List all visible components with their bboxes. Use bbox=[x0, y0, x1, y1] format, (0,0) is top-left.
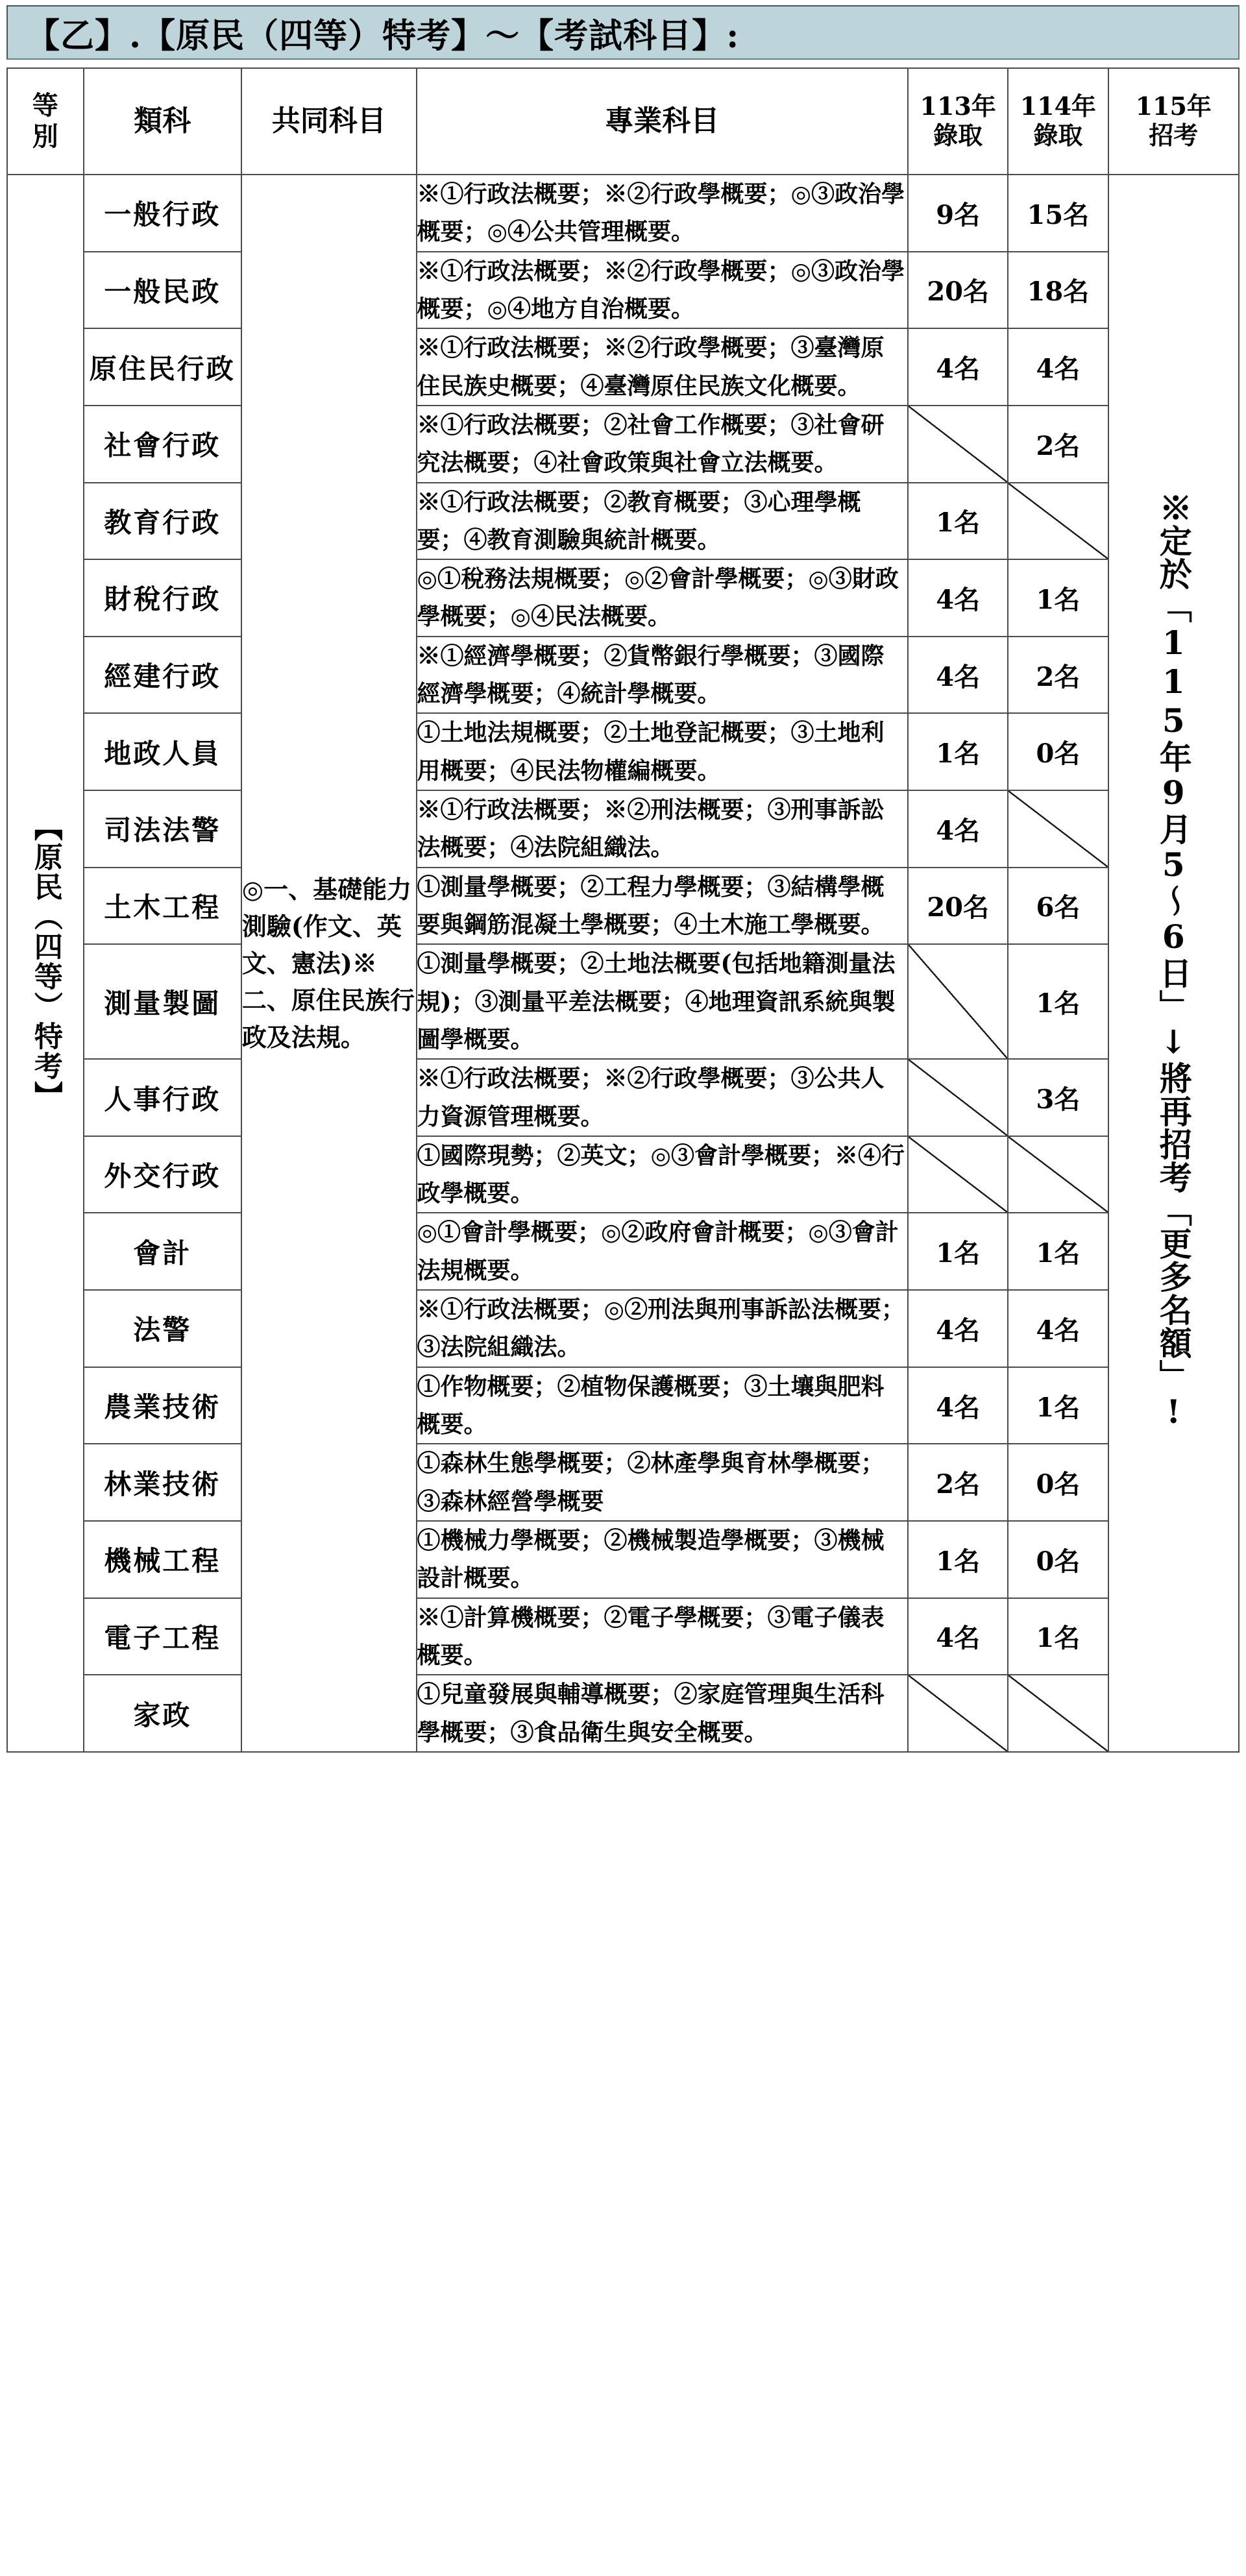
level-label-cell bbox=[7, 175, 84, 1752]
category-cell: 地政人員 bbox=[84, 713, 241, 790]
y114-quota-cell: 1名 bbox=[1008, 1367, 1108, 1444]
column-header-y115-line2: 招考 bbox=[1149, 121, 1199, 150]
professional-subjects-cell: ①測量學概要；②工程力學概要；③結構學概要與鋼筋混凝土學概要；④土木施工學概要。 bbox=[417, 868, 909, 945]
table-row bbox=[7, 1675, 1239, 1752]
y114-quota-cell: 3名 bbox=[1008, 1059, 1108, 1136]
common-subjects-cell: ◎一、基礎能力測驗(作文、英文、憲法)※二、原住民族行政及法規。 bbox=[241, 175, 417, 1752]
y113-quota-cell: 20名 bbox=[908, 252, 1008, 329]
table-row bbox=[7, 406, 1239, 483]
category-cell: 機械工程 bbox=[84, 1521, 241, 1598]
column-header-y113 bbox=[908, 68, 1008, 175]
table-row bbox=[7, 1290, 1239, 1367]
category-cell: 林業技術 bbox=[84, 1444, 241, 1521]
category-cell: 家政 bbox=[84, 1675, 241, 1752]
professional-subjects-cell: ①測量學概要；②土地法概要(包括地籍測量法規)；③測量平差法概要；④地理資訊系統與製圖學概要。 bbox=[417, 944, 909, 1059]
column-header-y114-line1: 114年 bbox=[1020, 91, 1097, 121]
table-row bbox=[7, 868, 1239, 945]
column-header-y113-line2: 錄取 bbox=[933, 121, 983, 150]
table-row bbox=[7, 483, 1239, 560]
y113-quota-cell: 1名 bbox=[908, 1521, 1008, 1598]
y114-quota-cell: 2名 bbox=[1008, 637, 1108, 714]
category-cell: 一般民政 bbox=[84, 252, 241, 329]
table-row bbox=[7, 1444, 1239, 1521]
professional-subjects-cell: ①土地法規概要；②土地登記概要；③土地利用概要；④民法物權編概要。 bbox=[417, 713, 909, 790]
professional-subjects-cell: ※①行政法概要；◎②刑法與刑事訴訟法概要；③法院組織法。 bbox=[417, 1290, 909, 1367]
y114-quota-cell: 18名 bbox=[1008, 252, 1108, 329]
y114-quota-cell bbox=[1008, 790, 1108, 868]
y113-quota-cell bbox=[908, 1059, 1008, 1136]
professional-subjects-cell: ※①行政法概要；※②行政學概要；③公共人力資源管理概要。 bbox=[417, 1059, 909, 1136]
professional-subjects-cell: ①作物概要；②植物保護概要；③土壤與肥料概要。 bbox=[417, 1367, 909, 1444]
professional-subjects-cell: ※①行政法概要；②教育概要；③心理學概要；④教育測驗與統計概要。 bbox=[417, 483, 909, 560]
table-row bbox=[7, 637, 1239, 714]
page-root bbox=[0, 5, 1246, 2576]
column-header-common-subjects: 共同科目 bbox=[241, 68, 417, 175]
y114-quota-cell: 1名 bbox=[1008, 944, 1108, 1059]
professional-subjects-cell: ※①計算機概要；②電子學概要；③電子儀表概要。 bbox=[417, 1598, 909, 1675]
column-header-y115 bbox=[1108, 68, 1240, 175]
y113-quota-cell: 4名 bbox=[908, 637, 1008, 714]
category-cell: 經建行政 bbox=[84, 637, 241, 714]
y113-quota-cell: 4名 bbox=[908, 1367, 1008, 1444]
category-cell: 教育行政 bbox=[84, 483, 241, 560]
y114-quota-cell: 15名 bbox=[1008, 175, 1108, 252]
category-cell: 農業技術 bbox=[84, 1367, 241, 1444]
y114-quota-cell bbox=[1008, 483, 1108, 560]
y114-quota-cell bbox=[1008, 1675, 1108, 1752]
category-cell: 會計 bbox=[84, 1213, 241, 1290]
y113-quota-cell: 4名 bbox=[908, 328, 1008, 406]
y113-quota-cell bbox=[908, 944, 1008, 1059]
professional-subjects-cell: ①國際現勢；②英文；◎③會計學概要；※④行政學概要。 bbox=[417, 1136, 909, 1213]
professional-subjects-cell: ①兒童發展與輔導概要；②家庭管理與生活科學概要；③食品衛生與安全概要。 bbox=[417, 1675, 909, 1752]
table-row bbox=[7, 790, 1239, 868]
professional-subjects-cell: ※①行政法概要；※②行政學概要；◎③政治學概要；◎④地方自治概要。 bbox=[417, 252, 909, 329]
y113-quota-cell bbox=[908, 1675, 1008, 1752]
category-cell: 一般行政 bbox=[84, 175, 241, 252]
table-row bbox=[7, 713, 1239, 790]
table-row bbox=[7, 252, 1239, 329]
y113-quota-cell: 4名 bbox=[908, 1290, 1008, 1367]
table-row bbox=[7, 1367, 1239, 1444]
table-row bbox=[7, 1059, 1239, 1136]
y113-quota-cell: 4名 bbox=[908, 790, 1008, 868]
y114-quota-cell: 6名 bbox=[1008, 868, 1108, 945]
y115-notice-text: ※定於「115年9月5～6日」↓將再招考「更多名額」! bbox=[1154, 491, 1193, 1432]
y114-quota-cell: 0名 bbox=[1008, 1444, 1108, 1521]
y113-quota-cell: 4名 bbox=[908, 1598, 1008, 1675]
table-row bbox=[7, 1213, 1239, 1290]
category-cell: 社會行政 bbox=[84, 406, 241, 483]
page-title: 【乙】.【原民（四等）特考】～【考試科目】: bbox=[26, 16, 740, 56]
exam-subjects-table bbox=[6, 67, 1240, 1753]
title-banner bbox=[6, 5, 1240, 60]
y113-quota-cell: 1名 bbox=[908, 713, 1008, 790]
y113-quota-cell: 9名 bbox=[908, 175, 1008, 252]
professional-subjects-cell: ◎①稅務法規概要；◎②會計學概要；◎③財政學概要；◎④民法概要。 bbox=[417, 559, 909, 637]
column-header-y114-line2: 錄取 bbox=[1033, 121, 1083, 150]
table-row bbox=[7, 1598, 1239, 1675]
category-cell: 司法法警 bbox=[84, 790, 241, 868]
y114-quota-cell: 1名 bbox=[1008, 559, 1108, 637]
column-header-level bbox=[7, 68, 84, 175]
table-row bbox=[7, 1521, 1239, 1598]
category-cell: 電子工程 bbox=[84, 1598, 241, 1675]
column-header-y115-line1: 115年 bbox=[1135, 91, 1212, 121]
y114-quota-cell bbox=[1008, 1136, 1108, 1213]
professional-subjects-cell: ※①經濟學概要；②貨幣銀行學概要；③國際經濟學概要；④統計學概要。 bbox=[417, 637, 909, 714]
category-cell: 人事行政 bbox=[84, 1059, 241, 1136]
professional-subjects-cell: ①森林生態學概要；②林產學與育林學概要；③森林經營學概要 bbox=[417, 1444, 909, 1521]
level-label-text: 【原民（四等）特考】 bbox=[29, 812, 62, 1111]
professional-subjects-cell: ※①行政法概要；※②行政學概要；③臺灣原住民族史概要；④臺灣原住民族文化概要。 bbox=[417, 328, 909, 406]
table-row bbox=[7, 1136, 1239, 1213]
column-header-professional-subjects: 專業科目 bbox=[417, 68, 909, 175]
category-cell: 原住民行政 bbox=[84, 328, 241, 406]
y113-quota-cell: 1名 bbox=[908, 483, 1008, 560]
category-cell: 法警 bbox=[84, 1290, 241, 1367]
y113-quota-cell: 2名 bbox=[908, 1444, 1008, 1521]
column-header-category: 類科 bbox=[84, 68, 241, 175]
column-header-level-line2: 別 bbox=[32, 121, 58, 152]
y113-quota-cell: 1名 bbox=[908, 1213, 1008, 1290]
y113-quota-cell: 4名 bbox=[908, 559, 1008, 637]
professional-subjects-cell: ※①行政法概要；※②刑法概要；③刑事訴訟法概要；④法院組織法。 bbox=[417, 790, 909, 868]
professional-subjects-cell: ※①行政法概要；②社會工作概要；③社會研究法概要；④社會政策與社會立法概要。 bbox=[417, 406, 909, 483]
table-row bbox=[7, 175, 1239, 252]
y114-quota-cell: 1名 bbox=[1008, 1598, 1108, 1675]
column-header-level-line1: 等 bbox=[32, 90, 58, 121]
y114-quota-cell: 1名 bbox=[1008, 1213, 1108, 1290]
y113-quota-cell bbox=[908, 1136, 1008, 1213]
table-header bbox=[7, 68, 1239, 175]
professional-subjects-cell: ※①行政法概要；※②行政學概要；◎③政治學概要；◎④公共管理概要。 bbox=[417, 175, 909, 252]
y114-quota-cell: 4名 bbox=[1008, 1290, 1108, 1367]
professional-subjects-cell: ◎①會計學概要；◎②政府會計概要；◎③會計法規概要。 bbox=[417, 1213, 909, 1290]
y113-quota-cell bbox=[908, 406, 1008, 483]
column-header-y113-line1: 113年 bbox=[920, 91, 996, 121]
header-row bbox=[7, 68, 1239, 175]
category-cell: 財稅行政 bbox=[84, 559, 241, 637]
table-row bbox=[7, 328, 1239, 406]
table-row bbox=[7, 559, 1239, 637]
category-cell: 土木工程 bbox=[84, 868, 241, 945]
table-body bbox=[7, 175, 1239, 1752]
table-row bbox=[7, 944, 1239, 1059]
y114-quota-cell: 0名 bbox=[1008, 1521, 1108, 1598]
y113-quota-cell: 20名 bbox=[908, 868, 1008, 945]
y114-quota-cell: 4名 bbox=[1008, 328, 1108, 406]
column-header-y114 bbox=[1008, 68, 1108, 175]
category-cell: 測量製圖 bbox=[84, 944, 241, 1059]
category-cell: 外交行政 bbox=[84, 1136, 241, 1213]
y114-quota-cell: 0名 bbox=[1008, 713, 1108, 790]
professional-subjects-cell: ①機械力學概要；②機械製造學概要；③機械設計概要。 bbox=[417, 1521, 909, 1598]
y114-quota-cell: 2名 bbox=[1008, 406, 1108, 483]
y115-notice-cell bbox=[1108, 175, 1240, 1752]
